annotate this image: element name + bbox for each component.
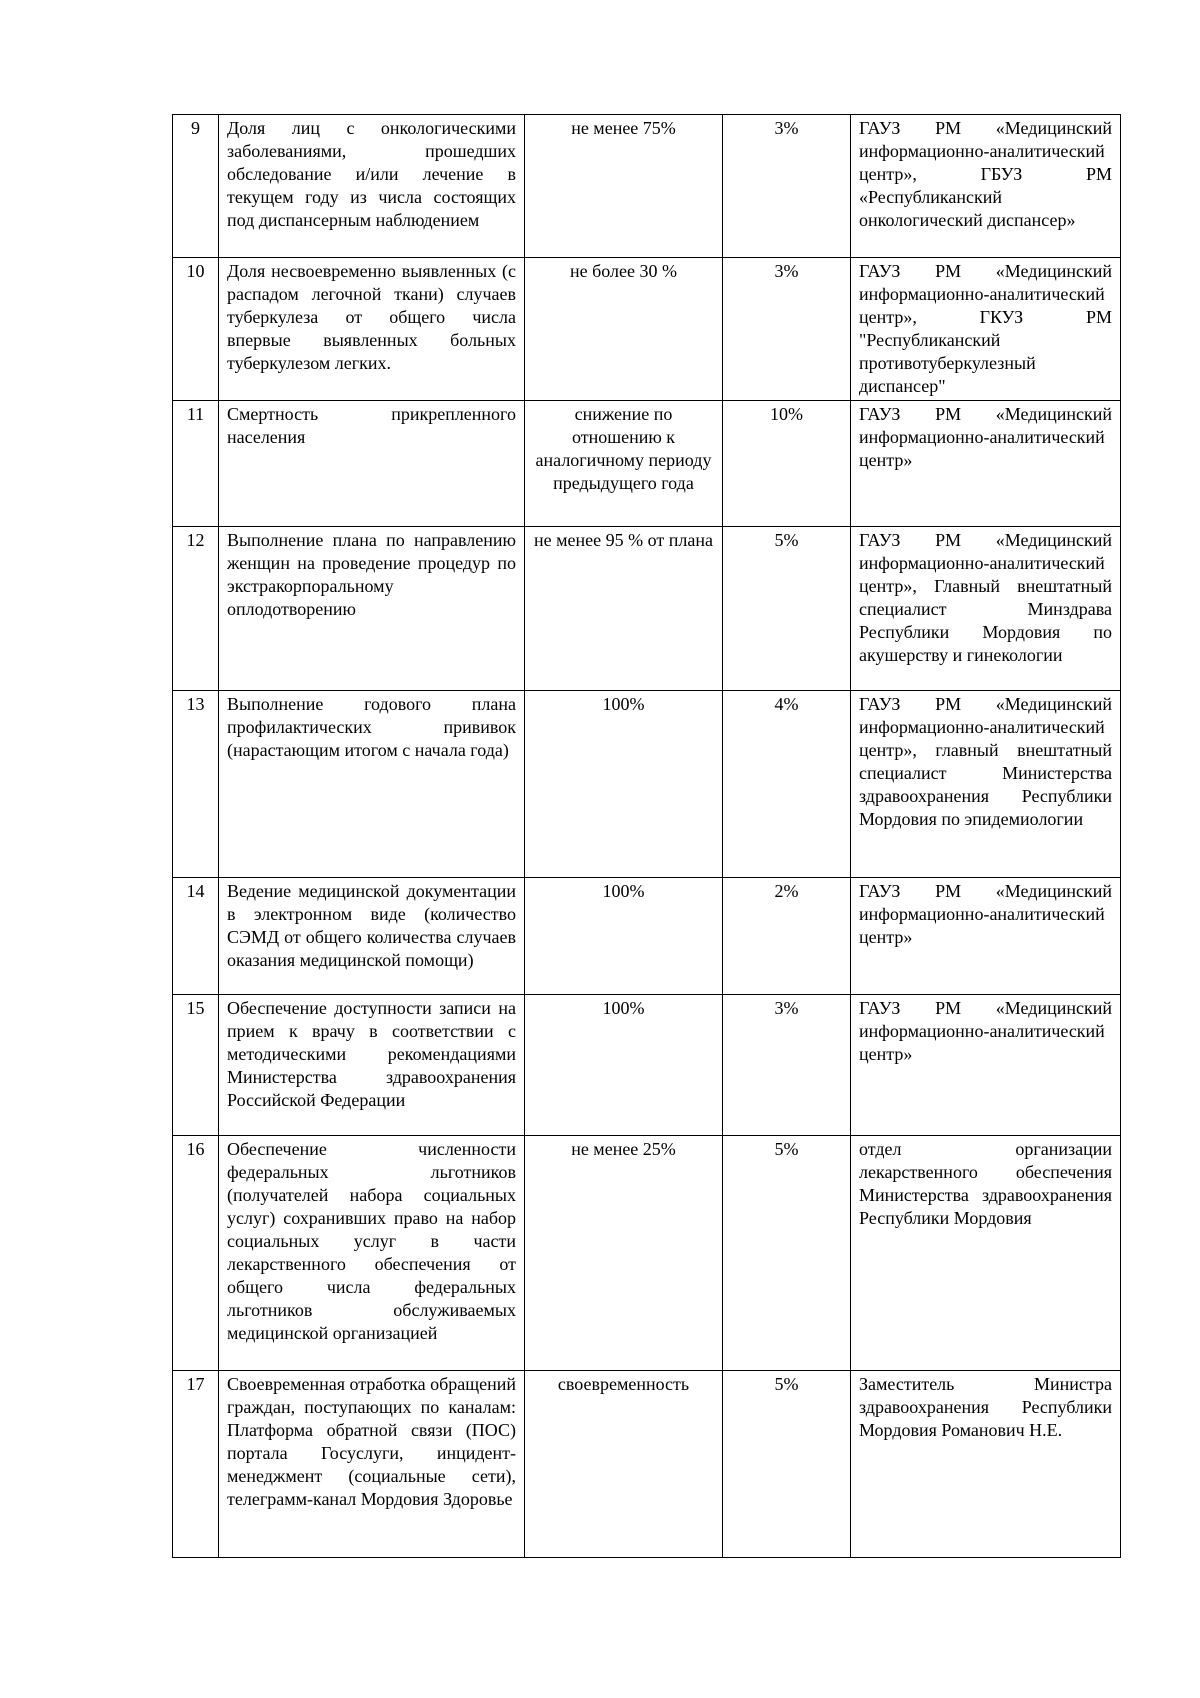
weight-cell: 3% [723,115,851,258]
row-number: 13 [173,691,219,878]
row-number: 15 [173,995,219,1136]
responsible-cell: ГАУЗ РМ «Медицинский информационно-аналитический центр» [851,401,1121,527]
responsible-cell: ГАУЗ РМ «Медицинский информационно-аналитический центр», главный внештатный специалист Министерства здравоохранения Республики Мордовия по эпидемиологии [851,691,1121,878]
indicator-cell: Смертность прикрепленного населения [219,401,525,527]
weight-cell: 2% [723,878,851,995]
table-row [173,258,1121,401]
responsible-cell: ГАУЗ РМ «Медицинский информационно-аналитический центр», ГБУЗ РМ «Республиканский онкологический диспансер» [851,115,1121,258]
weight-cell: 10% [723,401,851,527]
target-value-cell: не менее 25% [525,1136,723,1371]
row-number: 11 [173,401,219,527]
row-number: 12 [173,527,219,691]
row-number: 9 [173,115,219,258]
weight-cell: 5% [723,1371,851,1558]
weight-cell: 5% [723,1136,851,1371]
target-value-cell: 100% [525,691,723,878]
weight-cell: 3% [723,995,851,1136]
table-row [173,115,1121,258]
target-value-cell: не менее 75% [525,115,723,258]
indicator-cell: Доля несвоевременно выявленных (с распадом легочной ткани) случаев туберкулеза от общего числа впервые выявленных больных туберкулезом легких. [219,258,525,401]
row-number: 10 [173,258,219,401]
target-value-cell: не менее 95 % от плана [525,527,723,691]
table-row [173,878,1121,995]
indicator-cell: Обеспечение численности федеральных льготников (получателей набора социальных услуг) сохранивших право на набор социальных услуг в части лекарственного обеспечения от общего числа федеральных льготников обслуживаемых медицинской организацией [219,1136,525,1371]
table-row [173,1371,1121,1558]
responsible-cell: ГАУЗ РМ «Медицинский информационно-аналитический центр» [851,878,1121,995]
row-number: 16 [173,1136,219,1371]
indicator-cell: Ведение медицинской документации в электронном виде (количество СЭМД от общего количества случаев оказания медицинской помощи) [219,878,525,995]
table-row [173,527,1121,691]
target-value-cell: 100% [525,878,723,995]
indicator-cell: Обеспечение доступности записи на прием к врачу в соответствии с методическими рекомендациями Министерства здравоохранения Российской Федерации [219,995,525,1136]
table-row [173,1136,1121,1371]
row-number: 17 [173,1371,219,1558]
responsible-cell: ГАУЗ РМ «Медицинский информационно-аналитический центр», Главный внештатный специалист Минздрава Республики Мордовия по акушерству и гинекологии [851,527,1121,691]
target-value-cell: своевременность [525,1371,723,1558]
indicators-table [172,114,1121,1558]
indicator-cell: Своевременная отработка обращений граждан, поступающих по каналам: Платформа обратной связи (ПОС) портала Госуслуги, инцидент-менеджмент (социальные сети), телеграмм-канал Мордовия Здоровье [219,1371,525,1558]
indicator-cell: Выполнение плана по направлению женщин на проведение процедур по экстракорпоральному оплодотворению [219,527,525,691]
table-row [173,691,1121,878]
target-value-cell: 100% [525,995,723,1136]
responsible-cell: ГАУЗ РМ «Медицинский информационно-аналитический центр» [851,995,1121,1136]
indicator-cell: Выполнение годового плана профилактических прививок (нарастающим итогом с начала года) [219,691,525,878]
target-value-cell: снижение по отношению к аналогичному периоду предыдущего года [525,401,723,527]
row-number: 14 [173,878,219,995]
weight-cell: 4% [723,691,851,878]
indicator-cell: Доля лиц с онкологическими заболеваниями, прошедших обследование и/или лечение в текущем году из числа состоящих под диспансерным наблюдением [219,115,525,258]
table-row [173,995,1121,1136]
target-value-cell: не более 30 % [525,258,723,401]
weight-cell: 5% [723,527,851,691]
table-row [173,401,1121,527]
responsible-cell: ГАУЗ РМ «Медицинский информационно-аналитический центр», ГКУЗ РМ "Республиканский противотуберкулезный диспансер" [851,258,1121,401]
responsible-cell: Заместитель Министра здравоохранения Республики Мордовия Романович Н.Е. [851,1371,1121,1558]
weight-cell: 3% [723,258,851,401]
responsible-cell: отдел организации лекарственного обеспечения Министерства здравоохранения Республики Мордовия [851,1136,1121,1371]
